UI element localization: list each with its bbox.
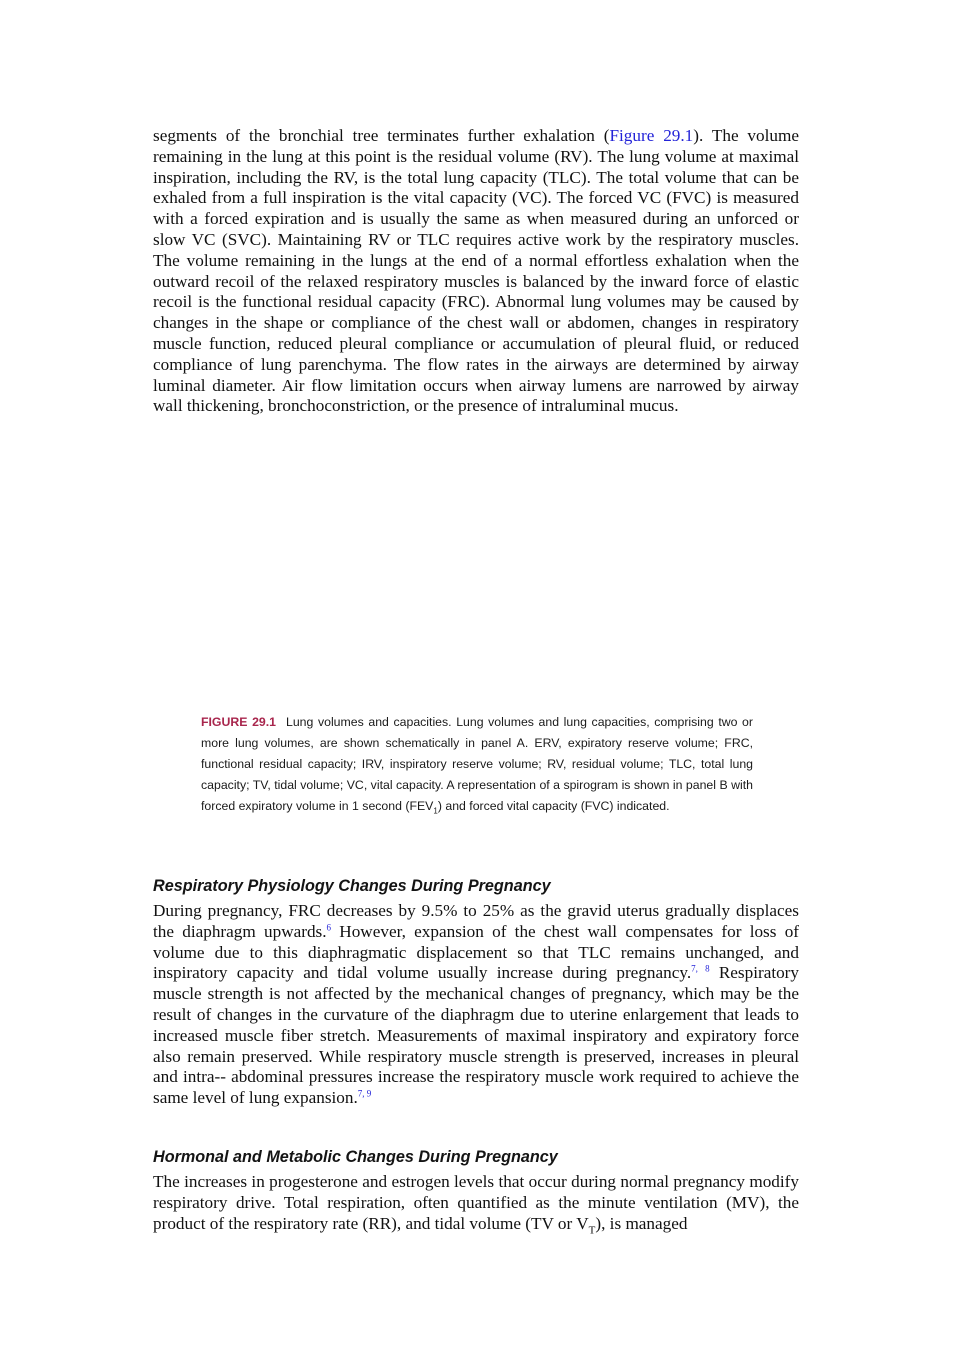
caption-text-b: ) and forced vital capacity (FVC) indicated. [437,798,670,813]
tidal-volume-subscript: T [588,1224,596,1237]
intro-text-b: ). The volume remaining in the lung at this point is the residual volume (RV). The lung volume at maximal inspiration, including the RV, is the total lung capacity (TLC). The total volume that can be exhaled from a full inspiration is the vital capacity (VC). The forced VC (FVC) is measured with a forced expiration and is usually the same as when measured during an unforced or slow VC (SVC). Maintaining RV or TLC requires active work by the respiratory muscles. The volume remaining in the lungs at the end of a normal effortless exhalation when the outward recoil of the relaxed respiratory muscles is balanced by the inward force of elastic recoil is the functional residual capacity (FRC). Abnormal lung volumes may be caused by changes in the shape or compliance of the chest wall or abdomen, changes in respiratory muscle function, reduced pleural compliance or accumulation of pleural fluid, or reduced compliance of lung parenchyma. The flow rates in the airways are determined by airway luminal diameter. Air flow limitation occurs when airway lumens are narrowed by airway wall thickening, bronchoconstriction, or the presence of intraluminal mucus. [153,126,799,416]
caption-text-a: Lung volumes and capacities. Lung volumes and lung capacities, comprising two or more lung volumes, are shown schematically in panel A. ERV, expiratory reserve volume; FRC, functional residual capacity; IRV, inspiratory reserve volume; RV, residual volume; TLC, total lung capacity; TV, tidal volume; VC, vital capacity. A representation of a spirogram is shown in panel B with forced expiratory volume in 1 second (FEV [201,715,753,813]
citation-ref-6[interactable]: 6 [326,922,332,933]
section-heading-respiratory: Respiratory Physiology Changes During Pregnancy [153,877,551,895]
intro-paragraph [153,126,799,417]
citation-ref-7-8[interactable]: 7, 8 [691,963,710,974]
figure-reference-link[interactable]: Figure 29.1 [609,126,694,145]
respiratory-text-a: During pregnancy, FRC decreases by 9.5% to 25% as the gravid uterus gradually displaces the diaphragm upwards. [153,901,799,941]
hormonal-text-b: ), is managed [595,1213,688,1233]
respiratory-paragraph [153,901,799,1109]
intro-text-a: segments of the bronchial tree terminates further exhalation ( [153,126,610,145]
hormonal-paragraph [153,1172,799,1237]
figure-label: FIGURE 29.1 [201,715,276,729]
caption-subscript: 1 [433,806,438,816]
figure-caption [201,712,753,817]
hormonal-text-a: The increases in progesterone and estrogen levels that occur during normal pregnancy modify respiratory drive. Total respiration, often quantified as the minute ventilation (MV), the product of the respiratory rate (RR), and tidal volume (TV or V [153,1172,799,1233]
citation-ref-7-9[interactable]: 7, 9 [357,1088,372,1099]
respiratory-text-b: However, expansion of the chest wall compensates for loss of volume due to this diaphragmatic displacement so that TLC remains unchanged, and inspiratory capacity and tidal volume usually increase during pregnancy. [153,921,800,983]
section-heading-hormonal: Hormonal and Metabolic Changes During Pregnancy [153,1148,558,1166]
respiratory-text-c: Respiratory muscle strength is not affected by the mechanical changes of pregnancy, which may be the result of changes in the curvature of the diaphragm due to uterine enlargement that leads to increased muscle fiber stretch. Measurements of maximal inspiratory and expiratory force also remain preserved. While respiratory muscle strength is preserved, increases in pleural and intra-- abdominal pressures increase the respiratory muscle work required to achieve the same level of lung expansion. [153,963,800,1108]
